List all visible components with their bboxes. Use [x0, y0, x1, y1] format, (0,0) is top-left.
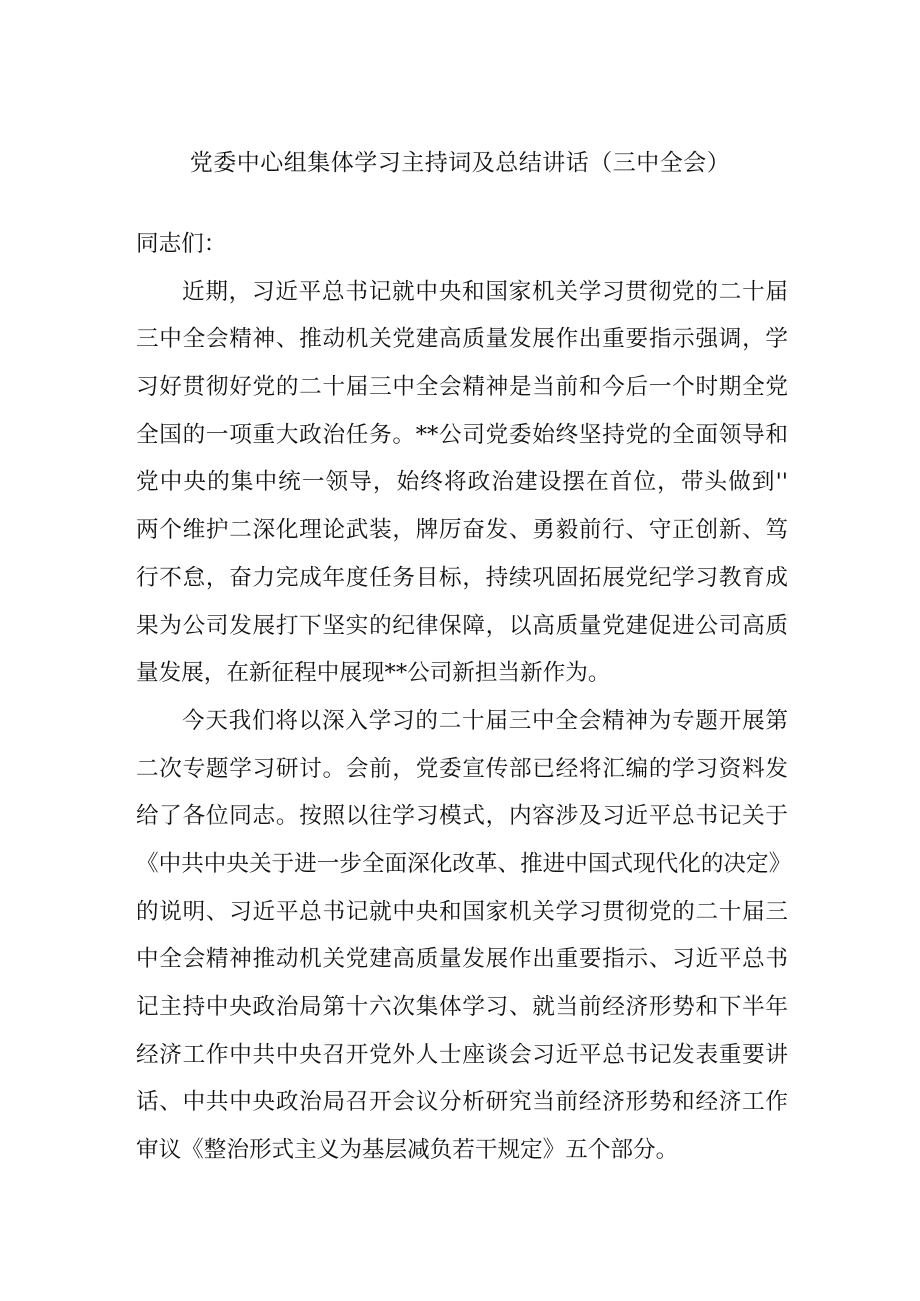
- paragraph-line: 习好贯彻好党的二十届三中全会精神是当前和今后一个时期全党: [136, 374, 788, 401]
- paragraph-line: 中全会精神推动机关党建高质量发展作出重要指示、习近平总书: [136, 946, 788, 973]
- paragraph-line: 给了各位同志。按照以往学习模式，内容涉及习近平总书记关于: [136, 803, 788, 830]
- paragraph-line: 话、中共中央政治局召开会议分析研究当前经济形势和经济工作: [136, 1089, 788, 1116]
- paragraph-1: [136, 269, 788, 698]
- paragraph-line: 《中共中央关于进一步全面深化改革、推进中国式现代化的决定》: [136, 850, 792, 877]
- document-title: 党委中心组集体学习主持词及总结讲话（三中全会）: [189, 150, 731, 176]
- paragraph-line: 二次专题学习研讨。会前，党委宣传部已经将汇编的学习资料发: [136, 755, 788, 782]
- paragraph-line: 行不怠，奋力完成年度任务目标，持续巩固拓展党纪学习教育成: [136, 564, 788, 591]
- paragraph-line: 三中全会精神、推动机关党建高质量发展作出重要指示强调，学: [136, 326, 788, 353]
- paragraph-line: 党中央的集中统一领导，始终将政治建设摆在首位，带头做到'': [136, 469, 788, 496]
- paragraph-line: 的说明、习近平总书记就中央和国家机关学习贯彻党的二十届三: [136, 898, 788, 925]
- paragraph-line: 两个维护二深化理论武装，牌厉奋发、勇毅前行、守正创新、笃: [136, 517, 788, 544]
- paragraph-line: 全国的一项重大政治任务。**公司党委始终坚持党的全面领导和: [136, 421, 788, 448]
- salutation: 同志们：: [136, 231, 227, 257]
- paragraph-line: 审议《整治形式主义为基层减负若干规定》五个部分。: [136, 1137, 679, 1164]
- paragraph-line: 果为公司发展打下坚实的纪律保障，以高质量党建促进公司高质: [136, 612, 788, 639]
- paragraph-line: 近期，习近平总书记就中央和国家机关学习贯彻党的二十届: [182, 278, 788, 305]
- paragraph-line: 今天我们将以深入学习的二十届三中全会精神为专题开展第: [182, 707, 788, 734]
- paragraph-2: [136, 698, 792, 1175]
- paragraph-line: 经济工作中共中央召开党外人士座谈会习近平总书记发表重要讲: [136, 1041, 788, 1068]
- paragraph-line: 记主持中央政治局第十六次集体学习、就当前经济形势和下半年: [136, 994, 788, 1020]
- paragraph-line: 量发展，在新征程中展现**公司新担当新作为。: [136, 660, 611, 687]
- document-body: [136, 221, 792, 1175]
